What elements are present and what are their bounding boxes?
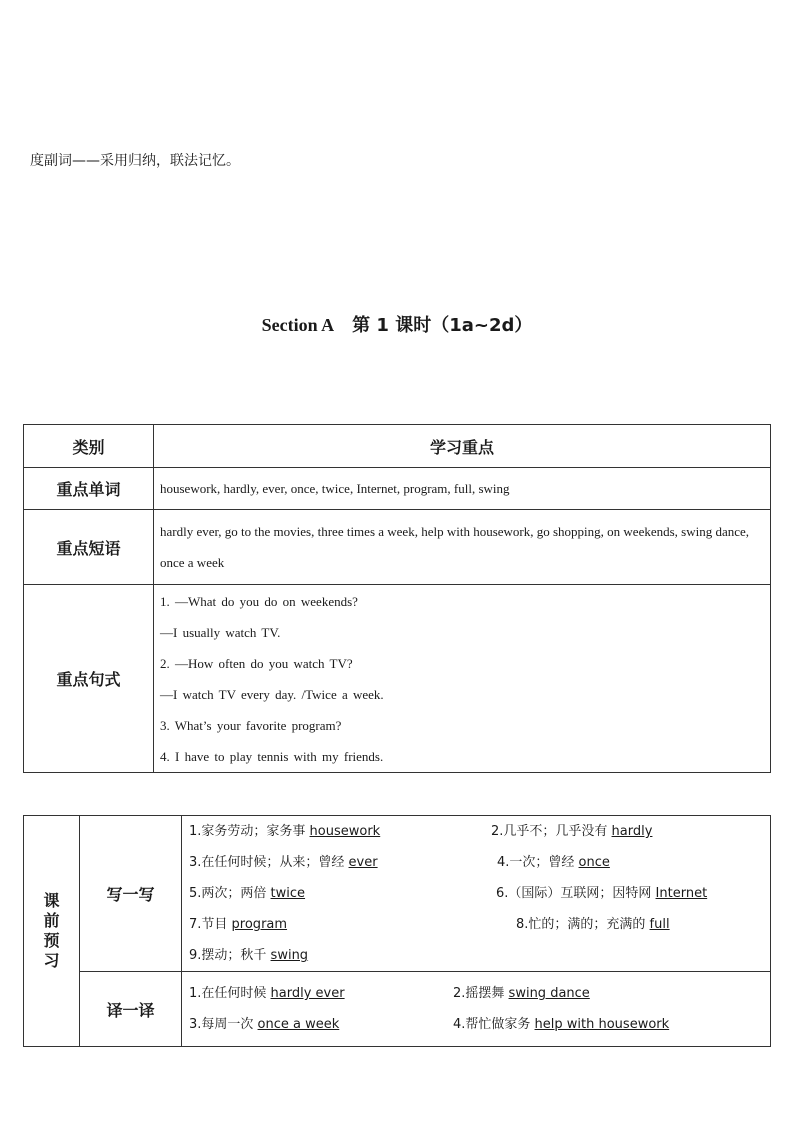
key-phrases: hardly ever, go to the movies, three times a week, help with housework, go shopping, on weekends, swing dance, once a week <box>154 510 771 585</box>
sentence-line: —I watch TV every day. /Twice a week. <box>160 686 384 702</box>
key-words: housework, hardly, ever, once, twice, Internet, program, full, swing <box>154 468 771 510</box>
header-focus: 学习重点 <box>154 425 771 468</box>
answer: hardly ever <box>270 986 345 1001</box>
row-label-phrases: 重点短语 <box>24 510 154 585</box>
intro-text: 度副词——采用归纳，联法记忆。 <box>30 153 240 169</box>
answer: housework <box>309 824 381 839</box>
key-points-table <box>23 424 771 773</box>
answer: swing dance <box>508 986 590 1001</box>
table-row <box>24 468 771 510</box>
row-label-words: 重点单词 <box>24 468 154 510</box>
sentence-line: 1. —What do you do on weekends? <box>160 593 358 609</box>
table-row <box>24 510 771 585</box>
answer: hardly <box>611 824 653 839</box>
answer: full <box>649 917 670 932</box>
answer: program <box>231 917 288 932</box>
answer: help with housework <box>534 1017 670 1032</box>
answer: twice <box>270 886 306 901</box>
translate-items: 1.在任何时候 hardly ever 2.摇摆舞 swing dance 3.每周一次 once a week 4.帮忙做家务 help with housework <box>182 972 771 1047</box>
title-lesson: 第 1 课时（1a~2d） <box>352 315 533 336</box>
write-label: 写一写 <box>80 816 182 972</box>
sentence-line: 2. —How often do you watch TV? <box>160 655 353 671</box>
key-sentences <box>154 585 771 773</box>
row-label-sentences: 重点句式 <box>24 585 154 773</box>
sentence-line: 3. What’s your favorite program? <box>160 717 342 733</box>
table-header-row <box>24 425 771 468</box>
table-row <box>24 816 771 972</box>
section-label: 课 前 预 习 <box>24 816 80 1047</box>
answer: ever <box>348 855 378 870</box>
sentence-line: —I usually watch TV. <box>160 624 281 640</box>
table-row <box>24 972 771 1047</box>
title-section: Section A <box>261 315 335 335</box>
header-category: 类别 <box>24 425 154 468</box>
preview-table <box>23 815 771 1047</box>
translate-label: 译一译 <box>80 972 182 1047</box>
answer: Internet <box>655 886 708 901</box>
page-title <box>0 311 794 337</box>
write-items: 1.家务劳动；家务事 housework 2.几乎不；几乎没有 hardly 3.在任何时候；从来；曾经 ever 4.一次；曾经 once 5.两次；两倍 twice 6.（国际）互联网；因特网 Internet 7.节目 program 8.忙的；满的；充满的 full 9.摆动；秋千 swing <box>182 816 771 972</box>
sentence-line: 4. I have to play tennis with my friends. <box>160 748 384 764</box>
answer: once a week <box>257 1017 340 1032</box>
table-row <box>24 585 771 773</box>
answer: once <box>578 855 610 870</box>
answer: swing <box>270 948 309 963</box>
